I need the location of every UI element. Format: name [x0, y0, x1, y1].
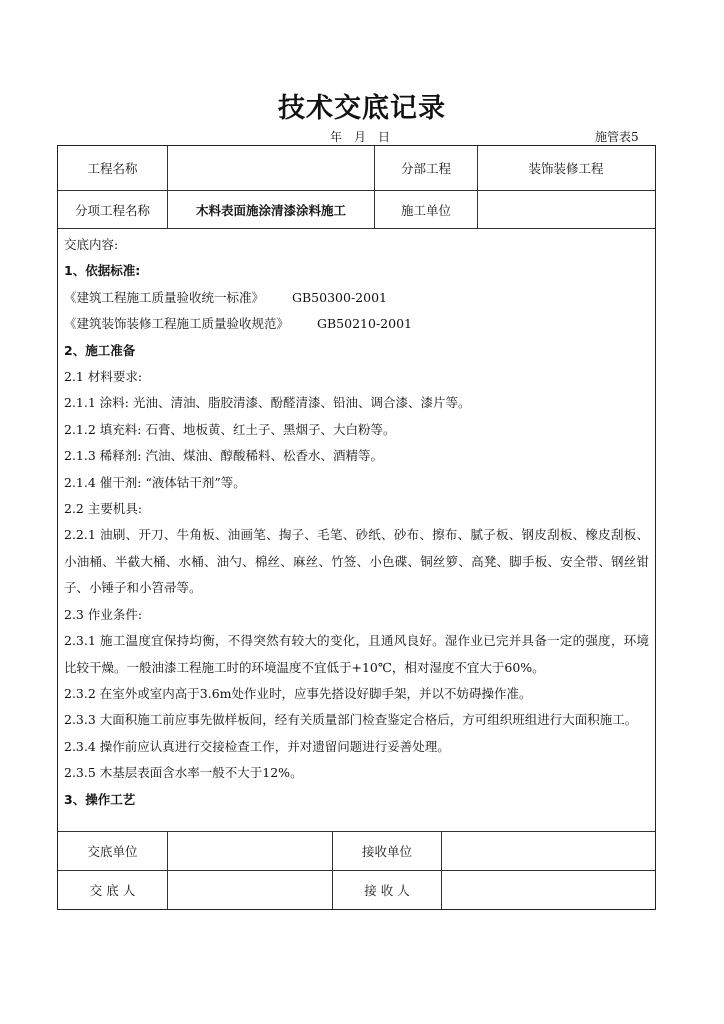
form-number: 施管表5: [595, 130, 639, 144]
item-2-1-1: 2.1.1 涂料: 光油、清油、脂胶清漆、酚醛清漆、铅油、调合漆、漆片等。: [64, 395, 471, 411]
item-2-2-1: 2.2.1 油刷、开刀、牛角板、油画笔、掏子、毛笔、砂纸、砂布、擦布、腻子板、钢皮刮板、橡皮刮板、小油桶、半截大桶、水桶、油勺、棉丝、麻丝、竹签、小色碟、铜丝箩、高凳、脚手板、安全带、钢丝钳子、小锤子和小笤帚等。: [64, 527, 649, 596]
item-2-3-5: 2.3.5 木基层表面含水率一般不大于12%。: [64, 765, 303, 781]
receiver-unit-field[interactable]: [442, 832, 654, 870]
project-name-label: 工程名称: [87, 161, 138, 176]
briefing-content: [64, 232, 649, 813]
standard-2: [64, 311, 649, 337]
handover-person-field[interactable]: [168, 871, 332, 909]
standard-1: [64, 285, 649, 311]
item-2-3-2: 2.3.2 在室外或室内高于3.6m处作业时，应事先搭设好脚手架，并以不妨碍操作准。: [64, 685, 532, 701]
item-2-3-1: 2.3.1 施工温度宜保持均衡，不得突然有较大的变化，且通风良好。湿作业已完并具备一定的强度，环境比较干燥。一般油漆工程施工时的环境温度不宜低于+10℃，相对湿度不宜大于60%。: [64, 633, 649, 675]
section-1-title: 1、依据标准:: [64, 263, 141, 279]
sub-item-label: 分项工程名称: [74, 202, 150, 218]
handover-person-label: 交 底 人: [89, 883, 136, 898]
section-2-title: 2、施工准备: [64, 342, 136, 358]
standard-1-name: 《建筑工程施工质量验收统一标准》: [64, 289, 265, 305]
contractor-field[interactable]: [478, 191, 654, 228]
row-divider: [58, 228, 655, 229]
date-field: 年 月 日: [330, 130, 391, 144]
receiver-person-field[interactable]: [442, 871, 654, 909]
division-field[interactable]: 装饰装修工程: [528, 161, 604, 176]
standard-2-code: GB50210-2001: [317, 316, 412, 332]
section-3-title: 3、操作工艺: [64, 791, 136, 807]
item-2-1-2: 2.1.2 填充料: 石膏、地板黄、红土子、黑烟子、大白粉等。: [64, 421, 396, 437]
content-intro: 交底内容:: [64, 237, 119, 252]
handover-unit-field[interactable]: [168, 832, 332, 870]
standard-2-name: 《建筑装饰装修工程施工质量验收规范》: [64, 316, 290, 332]
division-label: 分部工程: [400, 161, 451, 176]
standard-1-code: GB50300-2001: [292, 289, 387, 305]
sub-item-field[interactable]: 木料表面施涂清漆涂料施工: [195, 202, 346, 218]
receiver-person-label: 接 收 人: [364, 883, 410, 898]
record-sheet: [57, 145, 656, 910]
receiver-unit-label: 接收单位: [361, 844, 412, 859]
item-2-3-4: 2.3.4 操作前应认真进行交接检查工作，并对遗留问题进行妥善处理。: [64, 738, 450, 754]
item-2-3: 2.3 作业条件:: [64, 606, 143, 622]
item-2-1: 2.1 材料要求:: [64, 369, 143, 385]
item-2-3-3: 2.3.3 大面积施工前应事先做样板间，经有关质量部门检查鉴定合格后，方可组织班组进行大面积施工。: [64, 712, 638, 728]
project-name-field[interactable]: [168, 146, 374, 190]
item-2-1-4: 2.1.4 催干剂: “液体钴干剂”等。: [64, 474, 246, 490]
item-2-2: 2.2 主要机具:: [64, 501, 143, 517]
handover-unit-label: 交底单位: [87, 844, 138, 859]
item-2-1-3: 2.1.3 稀释剂: 汽油、煤油、醇酸稀料、松香水、酒精等。: [64, 448, 383, 464]
date-line: [0, 128, 724, 146]
contractor-label: 施工单位: [400, 202, 451, 218]
document-title: 技术交底记录: [278, 93, 446, 124]
